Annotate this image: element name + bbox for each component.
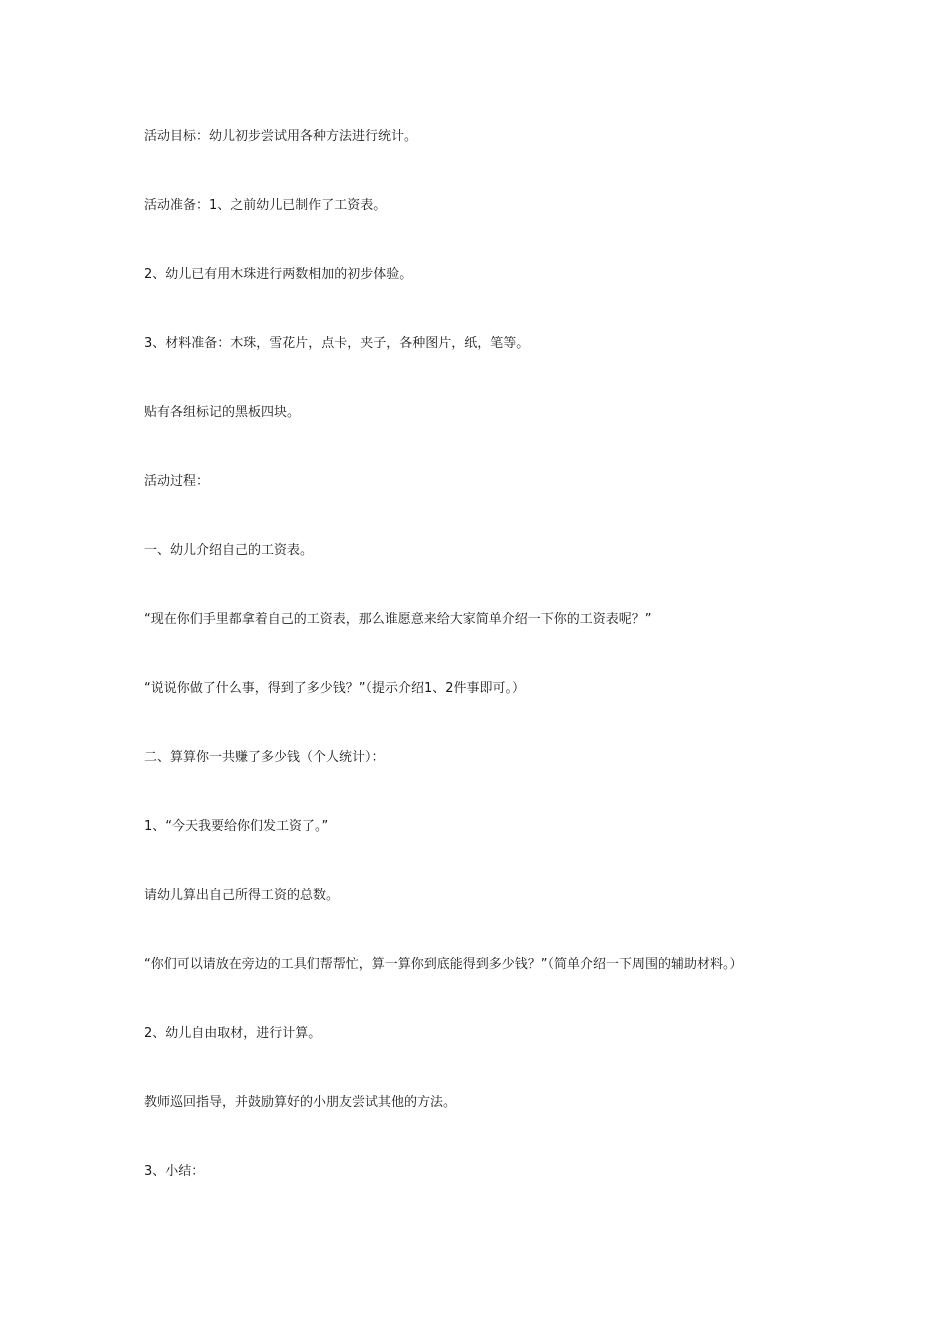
step-one-paragraph: 1、“今天我要给你们发工资了。” [144, 819, 329, 834]
materials-paragraph: 3、材料准备：木珠，雪花片，点卡，夹子，各种图片，纸，笔等。 [144, 336, 530, 351]
summary-heading: 3、小结： [144, 1164, 205, 1179]
blackboard-paragraph: 贴有各组标记的黑板四块。 [144, 405, 301, 420]
process-heading: 活动过程： [144, 474, 210, 489]
section-one-heading: 一、幼儿介绍自己的工资表。 [144, 543, 314, 558]
goal-paragraph: 活动目标：幼儿初步尝试用各种方法进行统计。 [144, 129, 418, 144]
preparation-paragraph: 活动准备：1、之前幼儿已制作了工资表。 [144, 198, 387, 213]
section-two-heading: 二、算算你一共赚了多少钱（个人统计）： [144, 750, 385, 765]
step-two-paragraph: 2、幼儿自由取材，进行计算。 [144, 1026, 322, 1041]
preparation-item-2: 2、幼儿已有用木珠进行两数相加的初步体验。 [144, 267, 413, 282]
quote-paragraph-3: “你们可以请放在旁边的工具们帮帮忙，算一算你到底能得到多少钱？”（简单介绍一下周围的辅助材料。） [144, 957, 743, 972]
teacher-guidance-paragraph: 教师巡回指导，并鼓励算好的小朋友尝试其他的方法。 [144, 1095, 457, 1110]
quote-paragraph-1: “现在你们手里都拿着自己的工资表，那么谁愿意来给大家简单介绍一下你的工资表呢？” [144, 612, 652, 627]
instruction-paragraph: 请幼儿算出自己所得工资的总数。 [144, 888, 340, 903]
quote-paragraph-2: “说说你做了什么事，得到了多少钱？”（提示介绍1、2件事即可。） [144, 681, 526, 696]
